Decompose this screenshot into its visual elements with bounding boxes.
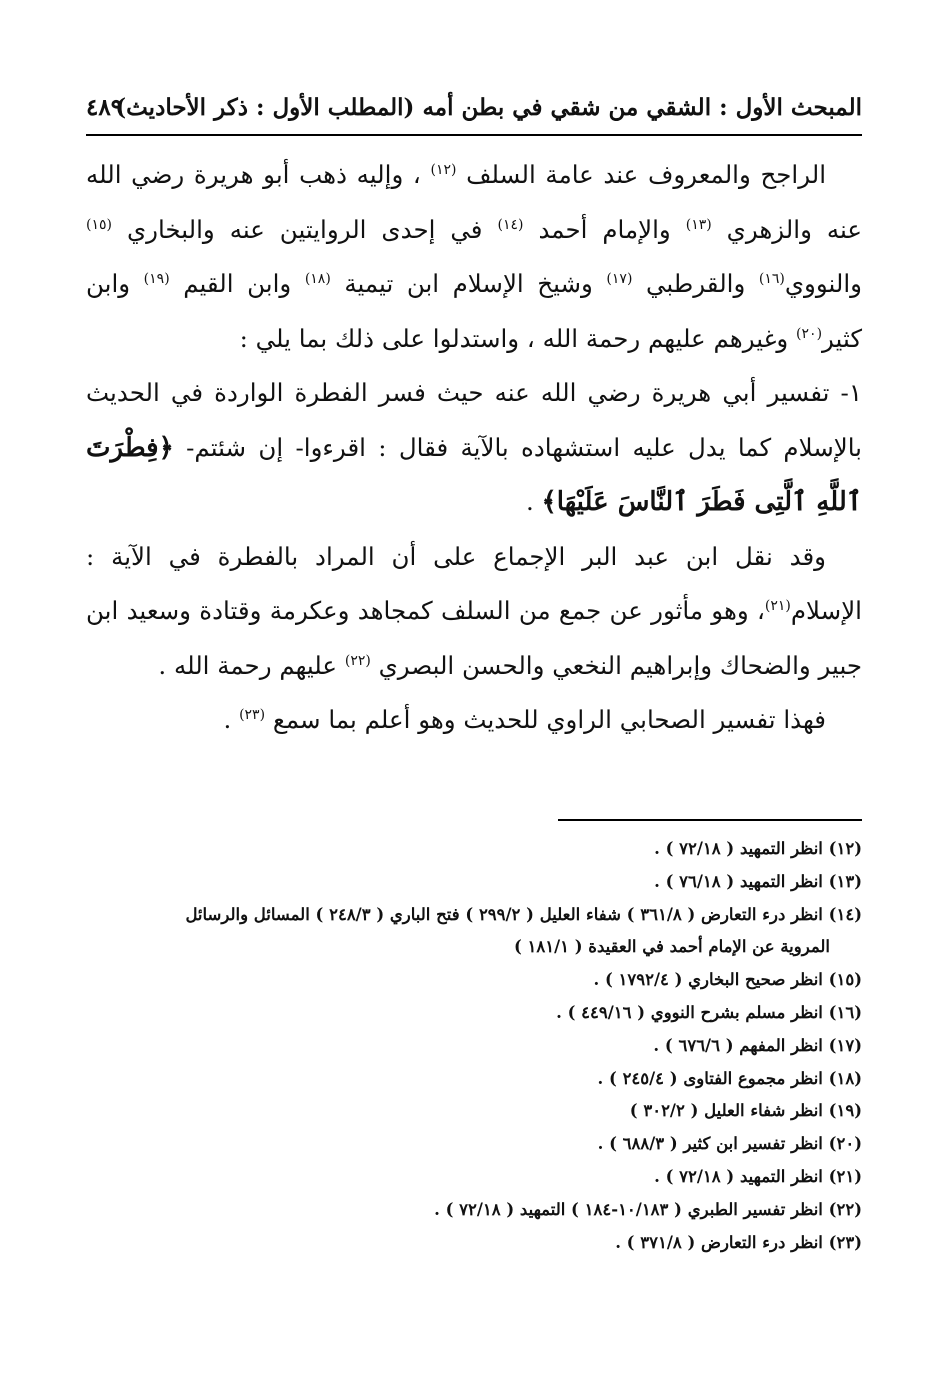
footnote-22: (٢٢) انظر تفسير الطبري ( ١٠/١٨٣-١٨٤ ) التمهيد ( ٧٢/١٨ ) . [434, 1199, 862, 1219]
footnote-15: (١٥) انظر صحيح البخاري ( ١٧٩٢/٤ ) . [593, 970, 862, 990]
text: فهذا تفسير الصحابي الراوي للحديث وهو أعلم بما سمع [272, 705, 826, 734]
paragraph-opinion [86, 148, 862, 366]
main-text [86, 148, 862, 748]
footnote-18: (١٨) انظر مجموع الفتاوى ( ٢٤٥/٤ ) . [597, 1068, 862, 1088]
text: وغيرهم عليهم رحمة الله ، واستدلوا على ذلك بما يلي : [239, 323, 789, 353]
text: ١- تفسير أبي هريرة رضي الله عنه حيث فسر الفطرة الواردة في الحديث بالإسلام كما يدل عليه استشهاده بالآية فقال : اقرءوا- إن شئتم- [86, 378, 863, 462]
text: وابن القيم [183, 269, 292, 298]
text: وابن كثير [86, 269, 862, 353]
footnote-23: (٢٣) انظر درء التعارض ( ٣٧١/٨ ) . [615, 1232, 862, 1252]
footnote-ref-21[interactable]: (٢١) [764, 597, 791, 614]
footnote-12: (١٢) انظر التمهيد ( ٧٢/١٨ ) . [654, 839, 862, 858]
footnote-14-continued: المروية عن الإمام أحمد في العقيدة ( ١٨١/١ ) [513, 937, 830, 957]
text: وقد نقل ابن عبد البر الإجماع على أن المراد بالفطرة في الآية : الإسلام [86, 541, 862, 625]
footnote-14: (١٤) انظر درء التعارض ( ٣٦١/٨ ) شفاء العليل ( ٢٩٩/٢ ) فتح الباري ( ٢٤٨/٣ ) المسائل والرسائل [185, 904, 862, 924]
footnote-ref-20[interactable]: (٢٠) [796, 325, 823, 342]
footnote-16: (١٦) انظر مسلم بشرح النووي ( ٤٤٩/١٦ ) . [556, 1002, 862, 1022]
footnote-ref-17[interactable]: (١٧) [606, 270, 633, 287]
text: وشيخ الإسلام ابن تيمية [344, 269, 593, 298]
page-number: ٤٨٩ [86, 94, 124, 121]
footnote-ref-22[interactable]: (٢٢) [344, 652, 371, 669]
text: ، وإليه ذهب أبو هريرة رضي الله عنه والزهري [86, 160, 863, 244]
footnote-17: (١٧) انظر المفهم ( ٦٧٦/٦ ) . [653, 1035, 862, 1055]
text: عليهم رحمة الله . [158, 650, 338, 680]
text: . [525, 487, 534, 516]
text: . [223, 705, 232, 734]
footnote-ref-15[interactable]: (١٥) [86, 216, 112, 233]
footnote-13: (١٣) انظر التمهيد ( ٧٦/١٨ ) . [654, 871, 862, 891]
paragraph-consensus [86, 530, 862, 694]
text: في إحدى الروايتين عنه والبخاري [126, 214, 483, 244]
text: ، وهو مأثور عن جمع من السلف كمجاهد وعكرمة وقتادة وسعيد ابن جبير والضحاك وإبراهيم النخعي والحسن البصري [86, 596, 862, 680]
text: والقرطبي [645, 269, 746, 298]
footnote-20: (٢٠) انظر تفسير ابن كثير ( ٦٨٨/٣ ) . [597, 1134, 862, 1154]
chapter-title: المبحث الأول : الشقي من شقي في بطن أمه (المطلب الأول : ذكر الأحاديث) [115, 94, 862, 121]
footnote-ref-14[interactable]: (١٤) [497, 216, 524, 233]
footnote-ref-13[interactable]: (١٣) [685, 216, 712, 233]
footnote-ref-19[interactable]: (١٩) [143, 270, 170, 287]
footnote-separator [558, 819, 862, 821]
paragraph-conclusion [86, 693, 862, 748]
running-header [86, 88, 862, 136]
footnote-21: (٢١) انظر التمهيد ( ٧٢/١٨ ) . [654, 1166, 862, 1186]
footnotes [60, 833, 862, 1259]
quran-verse: ﴿فِطْرَتَ ٱللَّهِ ٱلَّتِى فَطَرَ ٱلنَّاسَ عَلَيْهَا﴾ [86, 432, 862, 517]
text: والنووي [784, 269, 863, 298]
footnote-ref-16[interactable]: (١٦) [758, 270, 785, 287]
footnote-19: (١٩) انظر شفاء العليل ( ٣٠٢/٢ ) [629, 1101, 862, 1121]
footnote-ref-23[interactable]: (٢٣) [239, 706, 266, 723]
paragraph-evidence-1 [86, 366, 862, 530]
text: الراجح والمعروف عند عامة السلف [466, 160, 827, 189]
footnote-ref-12[interactable]: (١٢) [430, 161, 457, 178]
text: والإمام أحمد [538, 214, 671, 244]
footnote-ref-18[interactable]: (١٨) [304, 270, 331, 287]
